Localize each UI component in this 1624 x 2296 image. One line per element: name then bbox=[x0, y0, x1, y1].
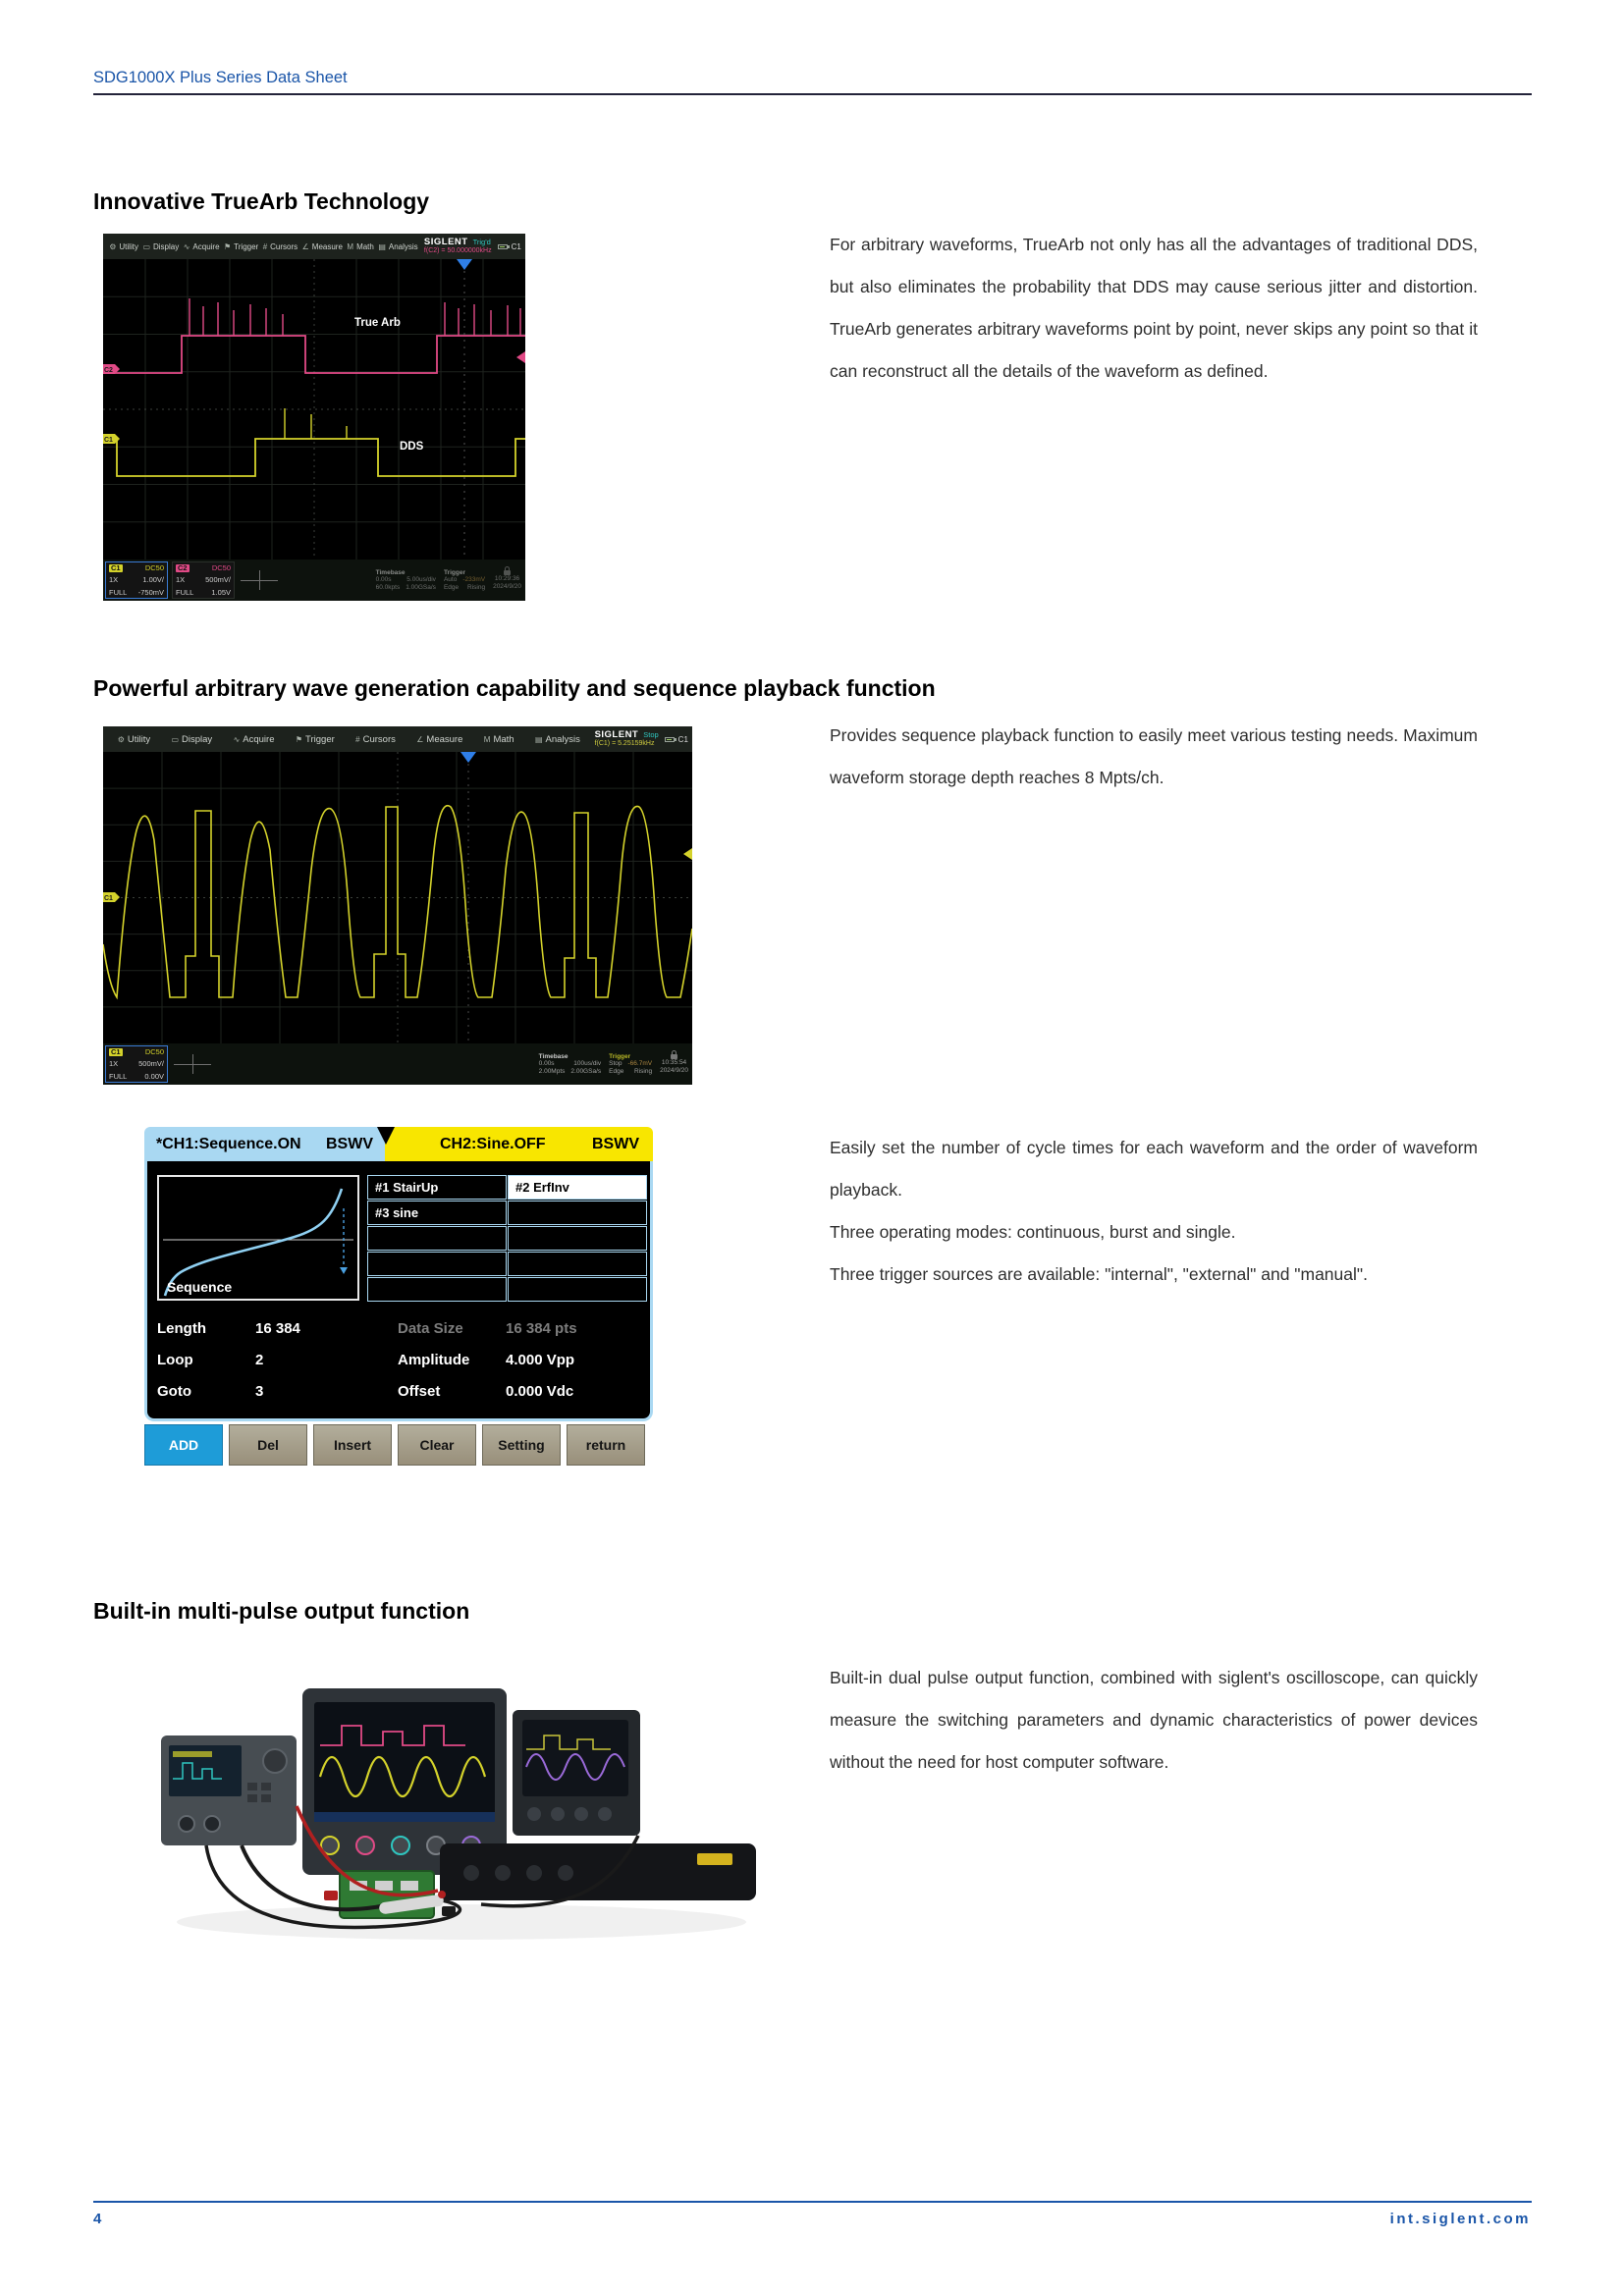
menu-item-analysis[interactable]: ▤ Analysis bbox=[378, 241, 418, 251]
equipment-photo-illustration bbox=[147, 1659, 776, 1953]
table-cell-empty[interactable] bbox=[508, 1252, 647, 1276]
channel2-info-box[interactable]: C2 DC50 1X 500mV/ FULL 1.05V bbox=[172, 561, 235, 599]
trigger-position-marker bbox=[457, 259, 472, 270]
menu-item-display[interactable]: ▭ Display bbox=[142, 241, 180, 251]
softkey-row bbox=[144, 1424, 653, 1466]
oscilloscope-screenshot-truearb bbox=[103, 234, 525, 601]
insert-button[interactable]: Insert bbox=[313, 1424, 392, 1466]
clock-readout: 10:29:36 2024/9/20 bbox=[493, 569, 523, 591]
frequency-readout: f(C1) = 5.25159kHz bbox=[594, 740, 655, 748]
timebase-readout: Timebase 0.00s 5.00us/div 60.0kpts 1.00GSa/s bbox=[375, 568, 436, 591]
svg-text:C1: C1 bbox=[104, 895, 113, 902]
utility-gear-icon: ⚙ bbox=[117, 734, 125, 744]
paragraph-cycles: Easily set the number of cycle times for each waveform and the order of waveform playback. Three operating modes: continuous, burst and single. Three trigger sources are available: "internal", "external" and "manual". bbox=[830, 1138, 1478, 1284]
battery-icon bbox=[665, 737, 675, 742]
return-button[interactable]: return bbox=[567, 1424, 645, 1466]
label-truearb: True Arb bbox=[354, 317, 401, 329]
trace-c1-arb bbox=[103, 806, 692, 997]
del-button[interactable]: Del bbox=[229, 1424, 307, 1466]
scope2-graticule bbox=[103, 752, 692, 1043]
menu-item-measure[interactable]: ∠ Measure bbox=[301, 241, 343, 251]
trace-c1-dds bbox=[103, 439, 525, 476]
analysis-icon: ▤ bbox=[378, 241, 386, 251]
channel1-info-box[interactable]: C1 DC50 1X 500mV/ FULL 0.00V bbox=[105, 1045, 168, 1083]
active-channel-label: C1 bbox=[677, 734, 688, 744]
param-row-length: Length 16 384 Data Size 16 384 pts bbox=[157, 1320, 577, 1337]
preview-label: Sequence bbox=[167, 1279, 233, 1295]
trigger-readout: Trigger Stop -66.7mV Edge Rising bbox=[609, 1052, 653, 1075]
param-row-loop: Loop 2 Amplitude 4.000 Vpp bbox=[157, 1352, 575, 1368]
table-cell-step1[interactable]: #1 StairUp bbox=[367, 1175, 507, 1200]
preview-cursor-arrow bbox=[340, 1267, 348, 1274]
table-cell-empty[interactable] bbox=[508, 1277, 647, 1302]
siglent-logo: SIGLENT bbox=[594, 728, 639, 740]
trace-c1-spikes bbox=[285, 408, 347, 439]
c2-level-arrow bbox=[516, 351, 525, 363]
setting-button[interactable]: Setting bbox=[482, 1424, 561, 1466]
label-dds: DDS bbox=[400, 441, 424, 453]
menu-item-analysis[interactable]: ▤ Analysis bbox=[534, 733, 580, 745]
menu-item-utility[interactable]: ⚙ Utility bbox=[109, 241, 138, 251]
table-cell-empty[interactable] bbox=[367, 1226, 507, 1251]
svg-text:C2: C2 bbox=[104, 367, 113, 374]
display-icon: ▭ bbox=[142, 241, 150, 251]
table-cell-empty[interactable] bbox=[367, 1252, 507, 1276]
scope1-brand-block bbox=[424, 238, 492, 255]
menu-item-utility[interactable]: ⚙ Utility bbox=[117, 733, 151, 745]
trigger-flag-icon: ⚑ bbox=[224, 241, 232, 251]
table-cell-empty[interactable] bbox=[367, 1277, 507, 1302]
trigger-position-marker bbox=[460, 752, 476, 763]
acquire-icon: ∿ bbox=[233, 734, 241, 744]
display-icon: ▭ bbox=[171, 734, 180, 744]
active-channel-label: C1 bbox=[511, 241, 521, 251]
section-heading-truearb: Innovative TrueArb Technology bbox=[93, 188, 430, 214]
add-button[interactable]: ADD bbox=[144, 1424, 223, 1466]
menu-item-trigger[interactable]: ⚑ Trigger bbox=[295, 733, 335, 745]
menu-item-measure[interactable]: ∠ Measure bbox=[416, 733, 463, 745]
scope1-waveform-plot bbox=[103, 259, 525, 560]
crosshair-icon bbox=[239, 569, 280, 591]
clock-readout: 10:35:54 2024/9/20 bbox=[660, 1053, 690, 1075]
menu-item-cursors[interactable]: # Cursors bbox=[355, 733, 396, 745]
header-rule bbox=[93, 93, 1532, 95]
channel-tabs bbox=[144, 1127, 653, 1161]
menu-item-math[interactable]: M Math bbox=[483, 733, 514, 745]
scope1-graticule bbox=[103, 259, 525, 560]
lock-icon bbox=[504, 570, 511, 575]
section-heading-multipulse: Built-in multi-pulse output function bbox=[93, 1598, 470, 1624]
scope1-bottombar bbox=[103, 560, 525, 601]
channel1-info-box[interactable]: C1 DC50 1X 1.00V/ FULL -750mV bbox=[105, 561, 168, 599]
doc-header-title: SDG1000X Plus Series Data Sheet bbox=[93, 69, 348, 86]
timebase-readout: Timebase 0.00s 100us/div 2.00Mpts 2.00GSa/s bbox=[538, 1052, 602, 1075]
footer-website[interactable]: int.siglent.com bbox=[1389, 2211, 1531, 2227]
menu-item-cursors[interactable]: # Cursors bbox=[262, 241, 298, 251]
sdg-sequence-ui-screenshot bbox=[144, 1127, 653, 1472]
tab-ch1-sequence[interactable]: *CH1:Sequence.ON BSWV bbox=[144, 1127, 385, 1161]
acquire-icon: ∿ bbox=[183, 241, 190, 251]
scope1-readouts bbox=[376, 569, 523, 591]
svg-text:C1: C1 bbox=[104, 437, 113, 444]
math-icon: M bbox=[483, 734, 491, 744]
measure-icon: ∠ bbox=[416, 734, 424, 744]
table-cell-empty[interactable] bbox=[508, 1226, 647, 1251]
tab-divider-notch bbox=[377, 1127, 395, 1145]
scope2-menubar bbox=[103, 726, 692, 752]
crosshair-icon bbox=[172, 1053, 213, 1075]
menu-item-trigger[interactable]: ⚑ Trigger bbox=[224, 241, 259, 251]
menu-item-display[interactable]: ▭ Display bbox=[171, 733, 213, 745]
tab-ch2-sine[interactable]: CH2:Sine.OFF BSWV bbox=[385, 1127, 653, 1161]
c1-level-arrow bbox=[683, 848, 692, 860]
scope2-menubar-right bbox=[665, 735, 688, 744]
lock-icon bbox=[671, 1054, 677, 1059]
table-cell-step3[interactable]: #3 sine bbox=[367, 1201, 507, 1225]
measure-icon: ∠ bbox=[301, 241, 309, 251]
trigger-status: Stop bbox=[643, 729, 659, 739]
scope1-menubar bbox=[103, 234, 525, 259]
sequence-main-panel bbox=[144, 1161, 653, 1421]
siglent-logo: SIGLENT bbox=[423, 236, 468, 247]
menu-item-acquire[interactable]: ∿ Acquire bbox=[233, 733, 275, 745]
footer-rule bbox=[93, 2201, 1532, 2203]
equipment-photo bbox=[147, 1659, 776, 1953]
analysis-icon: ▤ bbox=[534, 734, 543, 744]
c1-offset-marker bbox=[103, 892, 120, 902]
trigger-status: Trig'd bbox=[472, 237, 491, 246]
paragraph-sequence: Provides sequence playback function to easily meet various testing needs. Maximum waveform storage depth reaches 8 Mpts/ch. bbox=[830, 725, 1478, 787]
paragraph-truearb: For arbitrary waveforms, TrueArb not only has all the advantages of traditional DDS, but also eliminates the probability that DDS may cause serious jitter and distortion. TrueArb generates arbitrary waveforms point by point, never skips any point so that it can reconstruct all the details of the waveform as defined. bbox=[830, 235, 1478, 381]
math-icon: M bbox=[347, 241, 354, 251]
trigger-flag-icon: ⚑ bbox=[295, 734, 303, 744]
section-heading-sequence: Powerful arbitrary wave generation capability and sequence playback function bbox=[93, 675, 936, 701]
scope2-waveform-plot bbox=[103, 752, 692, 1043]
footer-page-number: 4 bbox=[93, 2211, 102, 2227]
scope2-readouts bbox=[539, 1053, 690, 1075]
table-cell-empty[interactable] bbox=[508, 1201, 647, 1225]
param-row-goto: Goto 3 Offset 0.000 Vdc bbox=[157, 1383, 574, 1400]
battery-icon bbox=[498, 244, 508, 249]
scope2-bottombar bbox=[103, 1043, 692, 1085]
paragraph-multipulse: Built-in dual pulse output function, combined with siglent's oscilloscope, can quickly measure the switching parameters and dynamic characteristics of power devices without the need for host computer software. bbox=[830, 1668, 1478, 1772]
clear-button[interactable]: Clear bbox=[398, 1424, 476, 1466]
frequency-readout: f(C2) = 50.000000kHz bbox=[423, 247, 492, 255]
utility-gear-icon: ⚙ bbox=[109, 241, 117, 251]
table-cell-step2-selected[interactable]: #2 ErfInv bbox=[508, 1175, 647, 1200]
cursors-icon: # bbox=[355, 734, 360, 744]
trigger-readout: Trigger Auto -233mV Edge Rising bbox=[443, 568, 486, 591]
menu-item-math[interactable]: M Math bbox=[347, 241, 374, 251]
menu-item-acquire[interactable]: ∿ Acquire bbox=[183, 241, 220, 251]
cursors-icon: # bbox=[262, 241, 268, 251]
oscilloscope-screenshot-sequence bbox=[103, 726, 692, 1085]
scope2-brand-block bbox=[595, 730, 659, 748]
sequence-waveform-preview bbox=[157, 1175, 359, 1301]
scope1-menubar-right bbox=[498, 242, 521, 251]
